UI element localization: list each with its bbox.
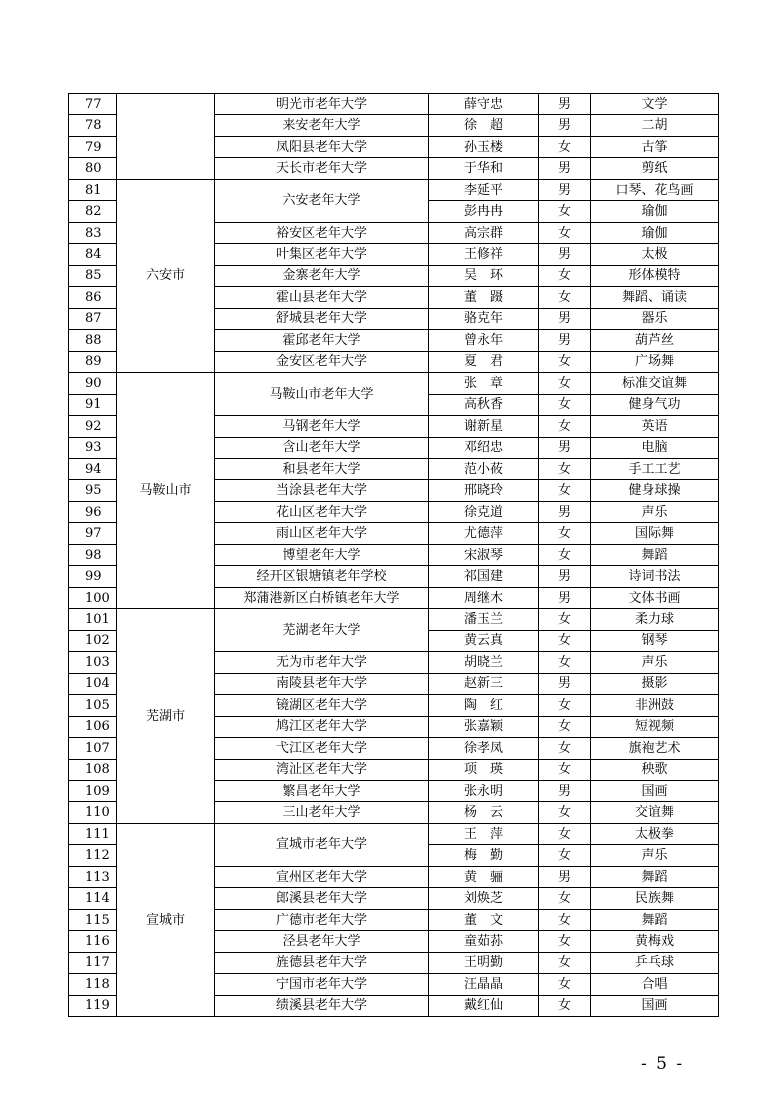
subject-cell: 声乐: [591, 501, 719, 522]
row-number-cell: 90: [69, 373, 117, 394]
gender-cell: 男: [539, 115, 591, 136]
row-number-cell: 92: [69, 416, 117, 437]
row-number-cell: 94: [69, 458, 117, 479]
school-cell: 和县老年大学: [215, 458, 429, 479]
subject-cell: 器乐: [591, 308, 719, 329]
name-cell: 李延平: [429, 179, 539, 200]
school-cell: 马钢老年大学: [215, 416, 429, 437]
subject-cell: 民族舞: [591, 888, 719, 909]
subject-cell: 葫芦丝: [591, 330, 719, 351]
school-cell: 宣州区老年大学: [215, 866, 429, 887]
name-cell: 吴 环: [429, 265, 539, 286]
subject-cell: 瑜伽: [591, 222, 719, 243]
school-cell: 凤阳县老年大学: [215, 136, 429, 157]
subject-cell: 瑜伽: [591, 201, 719, 222]
row-number-cell: 100: [69, 587, 117, 608]
row-number-cell: 87: [69, 308, 117, 329]
gender-cell: 女: [539, 222, 591, 243]
subject-cell: 舞蹈、诵读: [591, 287, 719, 308]
gender-cell: 女: [539, 373, 591, 394]
subject-cell: 舞蹈: [591, 544, 719, 565]
gender-cell: 男: [539, 501, 591, 522]
gender-cell: 男: [539, 587, 591, 608]
subject-cell: 柔力球: [591, 609, 719, 630]
name-cell: 黄云真: [429, 630, 539, 651]
school-cell: 天长市老年大学: [215, 158, 429, 179]
subject-cell: 黄梅戏: [591, 931, 719, 952]
row-number-cell: 99: [69, 566, 117, 587]
name-cell: 邢晓玲: [429, 480, 539, 501]
school-cell: 宣城市老年大学: [215, 823, 429, 866]
row-number-cell: 88: [69, 330, 117, 351]
name-cell: 谢新星: [429, 416, 539, 437]
school-cell: 镜湖区老年大学: [215, 695, 429, 716]
subject-cell: 国画: [591, 781, 719, 802]
gender-cell: 男: [539, 179, 591, 200]
table-row: [69, 373, 719, 394]
name-cell: 周继木: [429, 587, 539, 608]
gender-cell: 女: [539, 480, 591, 501]
school-cell: 当涂县老年大学: [215, 480, 429, 501]
gender-cell: 女: [539, 695, 591, 716]
gender-cell: 女: [539, 931, 591, 952]
row-number-cell: 115: [69, 909, 117, 930]
row-number-cell: 80: [69, 158, 117, 179]
row-number-cell: 84: [69, 244, 117, 265]
gender-cell: 男: [539, 673, 591, 694]
subject-cell: 文体书画: [591, 587, 719, 608]
school-cell: 泾县老年大学: [215, 931, 429, 952]
school-cell: 霍邱老年大学: [215, 330, 429, 351]
subject-cell: 国际舞: [591, 523, 719, 544]
name-cell: 杨 云: [429, 802, 539, 823]
school-cell: 弋江区老年大学: [215, 738, 429, 759]
school-cell: 芜湖老年大学: [215, 609, 429, 652]
gender-cell: 女: [539, 523, 591, 544]
school-cell: 花山区老年大学: [215, 501, 429, 522]
school-cell: 鸠江区老年大学: [215, 716, 429, 737]
school-cell: 南陵县老年大学: [215, 673, 429, 694]
row-number-cell: 110: [69, 802, 117, 823]
subject-cell: 剪纸: [591, 158, 719, 179]
school-cell: 郑蒲港新区白桥镇老年大学: [215, 587, 429, 608]
school-cell: 郎溪县老年大学: [215, 888, 429, 909]
name-cell: 彭冉冉: [429, 201, 539, 222]
gender-cell: 女: [539, 974, 591, 995]
school-cell: 叶集区老年大学: [215, 244, 429, 265]
name-cell: 范小莜: [429, 458, 539, 479]
table-row: [69, 179, 719, 200]
name-cell: 张嘉颖: [429, 716, 539, 737]
school-cell: 六安老年大学: [215, 179, 429, 222]
city-cell: [117, 94, 215, 180]
gender-cell: 女: [539, 136, 591, 157]
city-cell: 芜湖市: [117, 609, 215, 824]
name-cell: 董 蹑: [429, 287, 539, 308]
row-number-cell: 118: [69, 974, 117, 995]
name-cell: 陶 红: [429, 695, 539, 716]
school-cell: 含山老年大学: [215, 437, 429, 458]
school-cell: 湾沚区老年大学: [215, 759, 429, 780]
subject-cell: 文学: [591, 94, 719, 115]
name-cell: 徐孝凤: [429, 738, 539, 759]
gender-cell: 女: [539, 287, 591, 308]
name-cell: 宋淑琴: [429, 544, 539, 565]
subject-cell: 声乐: [591, 845, 719, 866]
name-cell: 邓绍忠: [429, 437, 539, 458]
row-number-cell: 91: [69, 394, 117, 415]
gender-cell: 女: [539, 802, 591, 823]
gender-cell: 女: [539, 845, 591, 866]
gender-cell: 女: [539, 394, 591, 415]
name-cell: 王修祥: [429, 244, 539, 265]
name-cell: 祁国建: [429, 566, 539, 587]
row-number-cell: 97: [69, 523, 117, 544]
name-cell: 黄 骊: [429, 866, 539, 887]
subject-cell: 非洲鼓: [591, 695, 719, 716]
gender-cell: 女: [539, 759, 591, 780]
row-number-cell: 81: [69, 179, 117, 200]
subject-cell: 诗词书法: [591, 566, 719, 587]
row-number-cell: 113: [69, 866, 117, 887]
gender-cell: 女: [539, 544, 591, 565]
subject-cell: 乒乓球: [591, 952, 719, 973]
gender-cell: 女: [539, 351, 591, 372]
gender-cell: 女: [539, 458, 591, 479]
subject-cell: 电脑: [591, 437, 719, 458]
subject-cell: 旗袍艺术: [591, 738, 719, 759]
school-cell: 绩溪县老年大学: [215, 995, 429, 1016]
school-cell: 马鞍山市老年大学: [215, 373, 429, 416]
school-cell: 繁昌老年大学: [215, 781, 429, 802]
table-body: [69, 94, 719, 1017]
page-number: - 5 -: [641, 1054, 685, 1074]
row-number-cell: 101: [69, 609, 117, 630]
subject-cell: 声乐: [591, 652, 719, 673]
subject-cell: 短视频: [591, 716, 719, 737]
table-row: [69, 823, 719, 844]
school-cell: 金安区老年大学: [215, 351, 429, 372]
school-cell: 舒城县老年大学: [215, 308, 429, 329]
school-cell: 旌德县老年大学: [215, 952, 429, 973]
subject-cell: 合唱: [591, 974, 719, 995]
gender-cell: 男: [539, 330, 591, 351]
name-cell: 徐克道: [429, 501, 539, 522]
gender-cell: 女: [539, 995, 591, 1016]
name-cell: 尤德萍: [429, 523, 539, 544]
subject-cell: 形体模特: [591, 265, 719, 286]
row-number-cell: 78: [69, 115, 117, 136]
row-number-cell: 112: [69, 845, 117, 866]
gender-cell: 女: [539, 716, 591, 737]
city-cell: 宣城市: [117, 823, 215, 1016]
gender-cell: 女: [539, 823, 591, 844]
school-cell: 金寨老年大学: [215, 265, 429, 286]
gender-cell: 女: [539, 652, 591, 673]
gender-cell: 男: [539, 158, 591, 179]
subject-cell: 二胡: [591, 115, 719, 136]
subject-cell: 舞蹈: [591, 909, 719, 930]
name-cell: 戴红仙: [429, 995, 539, 1016]
name-cell: 董 文: [429, 909, 539, 930]
name-cell: 张永明: [429, 781, 539, 802]
gender-cell: 男: [539, 566, 591, 587]
subject-cell: 古筝: [591, 136, 719, 157]
subject-cell: 钢琴: [591, 630, 719, 651]
school-cell: 明光市老年大学: [215, 94, 429, 115]
subject-cell: 国画: [591, 995, 719, 1016]
name-cell: 王明勤: [429, 952, 539, 973]
name-cell: 胡晓兰: [429, 652, 539, 673]
subject-cell: 广场舞: [591, 351, 719, 372]
school-cell: 无为市老年大学: [215, 652, 429, 673]
row-number-cell: 89: [69, 351, 117, 372]
row-number-cell: 102: [69, 630, 117, 651]
subject-cell: 舞蹈: [591, 866, 719, 887]
gender-cell: 男: [539, 244, 591, 265]
subject-cell: 英语: [591, 416, 719, 437]
subject-cell: 太极: [591, 244, 719, 265]
gender-cell: 男: [539, 437, 591, 458]
city-cell: 马鞍山市: [117, 373, 215, 609]
school-cell: 来安老年大学: [215, 115, 429, 136]
row-number-cell: 79: [69, 136, 117, 157]
row-number-cell: 117: [69, 952, 117, 973]
gender-cell: 女: [539, 738, 591, 759]
row-number-cell: 109: [69, 781, 117, 802]
gender-cell: 男: [539, 866, 591, 887]
school-cell: 博望老年大学: [215, 544, 429, 565]
subject-cell: 口琴、花鸟画: [591, 179, 719, 200]
gender-cell: 女: [539, 888, 591, 909]
subject-cell: 健身气功: [591, 394, 719, 415]
name-cell: 王 萍: [429, 823, 539, 844]
row-number-cell: 82: [69, 201, 117, 222]
row-number-cell: 104: [69, 673, 117, 694]
subject-cell: 太极拳: [591, 823, 719, 844]
subject-cell: 标准交谊舞: [591, 373, 719, 394]
name-cell: 于华和: [429, 158, 539, 179]
row-number-cell: 116: [69, 931, 117, 952]
row-number-cell: 96: [69, 501, 117, 522]
name-cell: 赵新三: [429, 673, 539, 694]
table-row: [69, 609, 719, 630]
row-number-cell: 93: [69, 437, 117, 458]
subject-cell: 手工工艺: [591, 458, 719, 479]
school-cell: 宁国市老年大学: [215, 974, 429, 995]
row-number-cell: 108: [69, 759, 117, 780]
name-cell: 徐 超: [429, 115, 539, 136]
gender-cell: 女: [539, 201, 591, 222]
name-cell: 高宗群: [429, 222, 539, 243]
row-number-cell: 77: [69, 94, 117, 115]
row-number-cell: 111: [69, 823, 117, 844]
school-cell: 三山老年大学: [215, 802, 429, 823]
school-cell: 裕安区老年大学: [215, 222, 429, 243]
gender-cell: 女: [539, 909, 591, 930]
school-cell: 经开区银塘镇老年学校: [215, 566, 429, 587]
gender-cell: 女: [539, 609, 591, 630]
name-cell: 项 瑛: [429, 759, 539, 780]
row-number-cell: 95: [69, 480, 117, 501]
row-number-cell: 85: [69, 265, 117, 286]
table-row: [69, 94, 719, 115]
name-cell: 梅 勤: [429, 845, 539, 866]
name-cell: 刘焕芝: [429, 888, 539, 909]
gender-cell: 女: [539, 416, 591, 437]
row-number-cell: 83: [69, 222, 117, 243]
name-cell: 潘玉兰: [429, 609, 539, 630]
name-cell: 夏 君: [429, 351, 539, 372]
row-number-cell: 119: [69, 995, 117, 1016]
name-cell: 张 章: [429, 373, 539, 394]
row-number-cell: 105: [69, 695, 117, 716]
name-cell: 骆克年: [429, 308, 539, 329]
row-number-cell: 98: [69, 544, 117, 565]
subject-cell: 秧歌: [591, 759, 719, 780]
row-number-cell: 107: [69, 738, 117, 759]
registry-table: [68, 93, 719, 1017]
name-cell: 汪晶晶: [429, 974, 539, 995]
row-number-cell: 86: [69, 287, 117, 308]
school-cell: 雨山区老年大学: [215, 523, 429, 544]
subject-cell: 摄影: [591, 673, 719, 694]
subject-cell: 健身球操: [591, 480, 719, 501]
row-number-cell: 103: [69, 652, 117, 673]
name-cell: 高秋香: [429, 394, 539, 415]
name-cell: 童茹荪: [429, 931, 539, 952]
school-cell: 霍山县老年大学: [215, 287, 429, 308]
city-cell: 六安市: [117, 179, 215, 372]
gender-cell: 女: [539, 265, 591, 286]
gender-cell: 女: [539, 630, 591, 651]
name-cell: 薛守忠: [429, 94, 539, 115]
row-number-cell: 106: [69, 716, 117, 737]
gender-cell: 男: [539, 781, 591, 802]
gender-cell: 女: [539, 952, 591, 973]
gender-cell: 男: [539, 308, 591, 329]
subject-cell: 交谊舞: [591, 802, 719, 823]
row-number-cell: 114: [69, 888, 117, 909]
name-cell: 孙玉楼: [429, 136, 539, 157]
school-cell: 广德市老年大学: [215, 909, 429, 930]
name-cell: 曾永年: [429, 330, 539, 351]
gender-cell: 男: [539, 94, 591, 115]
